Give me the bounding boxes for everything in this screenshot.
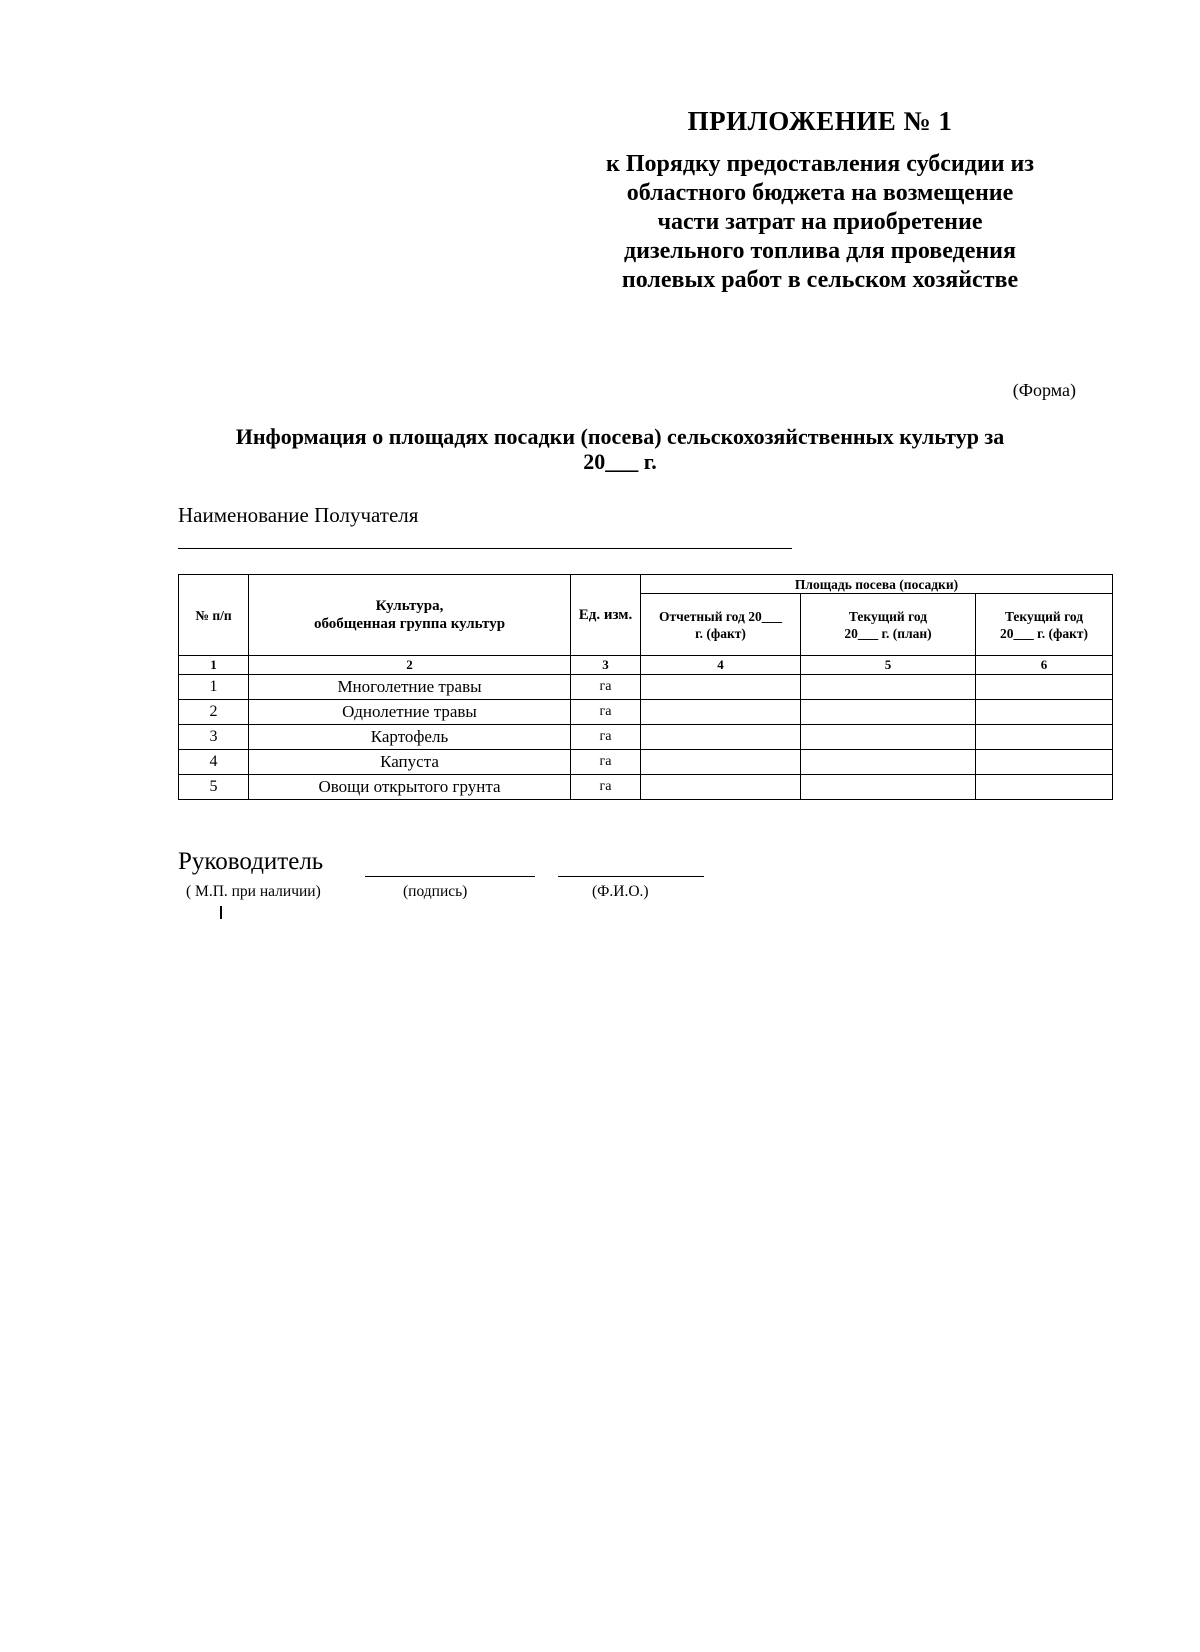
full-name-line[interactable] bbox=[558, 876, 704, 877]
header-current-fact-line-1: Текущий год bbox=[1004, 608, 1084, 624]
report-year-fact-cell[interactable] bbox=[641, 700, 801, 725]
culture-name: Многолетние травы bbox=[249, 675, 571, 700]
current-year-fact-cell[interactable] bbox=[976, 675, 1113, 700]
scan-mark bbox=[220, 906, 222, 919]
row-number: 5 bbox=[179, 775, 249, 800]
row-number: 3 bbox=[179, 725, 249, 750]
row-number: 2 bbox=[179, 700, 249, 725]
signature-caption: (подпись) bbox=[403, 883, 468, 900]
unit-cell: га bbox=[571, 750, 641, 775]
unit-cell: га bbox=[571, 775, 641, 800]
report-year-fact-cell[interactable] bbox=[641, 750, 801, 775]
header-report-year-line-1: Отчетный год 20___ bbox=[659, 608, 782, 624]
header-area-group: Площадь посева (посадки) bbox=[641, 575, 1113, 594]
full-name-caption: (Ф.И.О.) bbox=[592, 883, 649, 900]
header-num: № п/п bbox=[179, 575, 249, 656]
current-year-plan-cell[interactable] bbox=[801, 725, 976, 750]
table-row bbox=[179, 725, 1113, 750]
report-year-fact-cell[interactable] bbox=[641, 675, 801, 700]
column-number: 1 bbox=[179, 656, 249, 675]
current-year-fact-cell[interactable] bbox=[976, 775, 1113, 800]
column-number: 4 bbox=[641, 656, 801, 675]
header-culture-line-1: Культура, bbox=[375, 598, 444, 614]
report-year-fact-cell[interactable] bbox=[641, 775, 801, 800]
leader-label: Руководитель bbox=[178, 848, 324, 875]
header-current-plan-line-2: 20___ г. (план) bbox=[844, 625, 932, 641]
appendix-subtitle-line: части затрат на приобретение bbox=[657, 209, 983, 235]
header-report-year bbox=[641, 594, 801, 656]
culture-name: Картофель bbox=[249, 725, 571, 750]
document-title-line-2: 20___ г. bbox=[583, 449, 657, 474]
header-culture bbox=[249, 575, 571, 656]
current-year-plan-cell[interactable] bbox=[801, 675, 976, 700]
column-number: 5 bbox=[801, 656, 976, 675]
culture-name: Овощи открытого грунта bbox=[249, 775, 571, 800]
header-current-plan-line-1: Текущий год bbox=[848, 608, 928, 624]
form-label: (Форма) bbox=[1012, 380, 1076, 400]
document-title-line-1: Информация о площадях посадки (посева) сельскохозяйственных культур за bbox=[235, 424, 1005, 449]
column-number: 2 bbox=[249, 656, 571, 675]
stamp-caption: ( М.П. при наличии) bbox=[186, 883, 321, 900]
current-year-fact-cell[interactable] bbox=[976, 700, 1113, 725]
header-report-year-line-2: г. (факт) bbox=[695, 625, 746, 641]
current-year-plan-cell[interactable] bbox=[801, 775, 976, 800]
appendix-subtitle-line: полевых работ в сельском хозяйстве bbox=[621, 267, 1019, 293]
header-culture-line-2: обобщенная группа культур bbox=[313, 616, 506, 632]
column-number: 3 bbox=[571, 656, 641, 675]
appendix-subtitle bbox=[560, 150, 1080, 295]
row-number: 1 bbox=[179, 675, 249, 700]
culture-name: Капуста bbox=[249, 750, 571, 775]
culture-name: Однолетние травы bbox=[249, 700, 571, 725]
appendix-subtitle-line: областного бюджета на возмещение bbox=[626, 180, 1014, 206]
appendix-title: ПРИЛОЖЕНИЕ № 1 bbox=[687, 106, 953, 136]
table-row bbox=[179, 675, 1113, 700]
header-current-plan bbox=[801, 594, 976, 656]
header-unit: Ед. изм. bbox=[571, 575, 641, 656]
unit-cell: га bbox=[571, 700, 641, 725]
appendix-subtitle-line: дизельного топлива для проведения bbox=[623, 238, 1016, 264]
recipient-label: Наименование Получателя bbox=[178, 503, 419, 527]
current-year-plan-cell[interactable] bbox=[801, 750, 976, 775]
row-number: 4 bbox=[179, 750, 249, 775]
report-year-fact-cell[interactable] bbox=[641, 725, 801, 750]
header-current-fact-line-2: 20___ г. (факт) bbox=[1000, 625, 1088, 641]
header-current-fact bbox=[976, 594, 1113, 656]
unit-cell: га bbox=[571, 675, 641, 700]
current-year-plan-cell[interactable] bbox=[801, 700, 976, 725]
appendix-subtitle-line: к Порядку предоставления субсидии из bbox=[605, 151, 1034, 177]
table-row bbox=[179, 750, 1113, 775]
signature-line[interactable] bbox=[365, 876, 535, 877]
table-row bbox=[179, 700, 1113, 725]
document-title bbox=[180, 424, 1060, 474]
table-row bbox=[179, 775, 1113, 800]
column-number: 6 bbox=[976, 656, 1113, 675]
current-year-fact-cell[interactable] bbox=[976, 750, 1113, 775]
current-year-fact-cell[interactable] bbox=[976, 725, 1113, 750]
unit-cell: га bbox=[571, 725, 641, 750]
recipient-name-line[interactable] bbox=[178, 548, 792, 549]
crop-area-table bbox=[178, 574, 1113, 800]
